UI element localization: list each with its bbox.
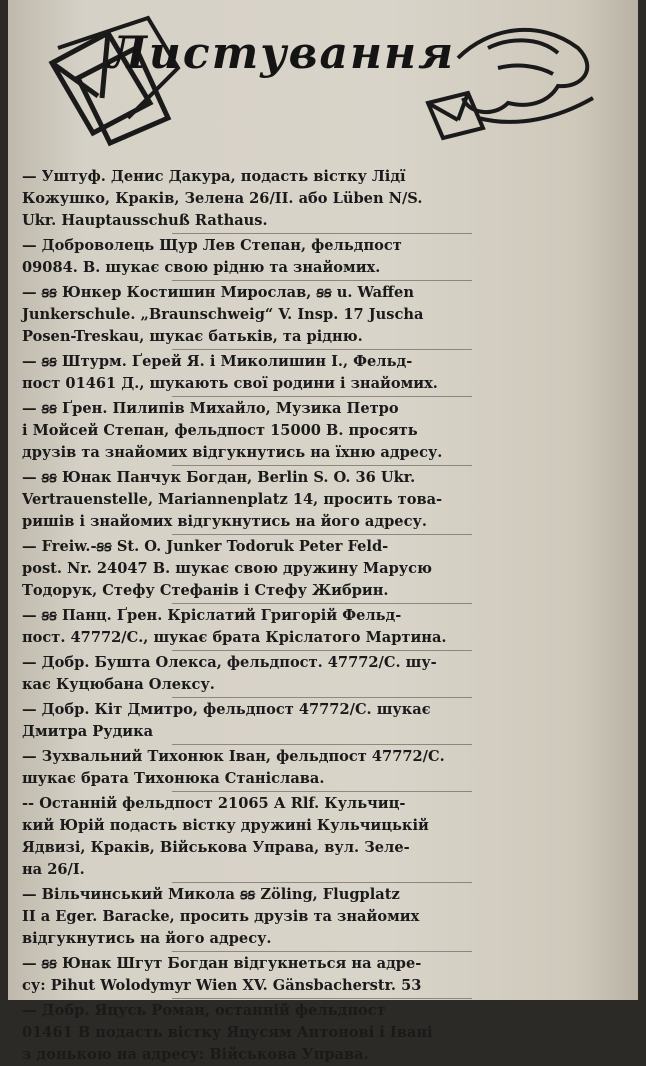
divider: [172, 603, 472, 604]
entry-text: — Доброволець Щур Лев Степан, фельдпост 09084. В. шукає свою рідню та знайомих.: [22, 237, 402, 276]
entry-text: — Добр. Бушта Олекса, фельдпост. 47772/С. шу- кає Куцюбана Олексу.: [22, 654, 437, 693]
entry-6: [22, 467, 622, 533]
entry-text: — ꞩꞩ Юнак Шгут Богдан відгукнеться на адре- су: Pihut Wolodymyr Wien XV. Gänsbacherstr. 53: [22, 955, 422, 994]
entry-text: — Добр. Кіт Дмитро, фельдпост 47772/С. шукає Дмитра Рудика: [22, 701, 431, 740]
entry-text: — ꞩꞩ Юнкер Костишин Мирослав, ꞩꞩ u. Waffen Junkerschule. „Braunschweig“ V. Insp. 17 Juscha Posen-Treskau, шукає батьків, та рідню.: [22, 284, 424, 345]
entry-2: [22, 235, 622, 279]
divider: [172, 791, 472, 792]
divider: [172, 465, 472, 466]
entry-1: [22, 166, 622, 232]
entry-8: [22, 605, 622, 649]
entry-text: — Зухвальний Тихонюк Іван, фельдпост 47772/С. шукає брата Тихонюка Станіслава.: [22, 748, 445, 787]
entry-7: [22, 536, 622, 602]
entry-12: [22, 793, 622, 881]
entry-text: — Freiw.-ꞩꞩ St. O. Junker Todoruk Peter Feld- post. Nr. 24047 В. шукає свою дружину Марусю Тодорук, Стефу Стефанів і Стефу Жибрин.: [22, 538, 432, 599]
entry-5: [22, 398, 622, 464]
entry-15: [22, 1000, 622, 1066]
entries-list: [22, 166, 622, 1066]
divider: [172, 998, 472, 999]
entry-text: — Добр. Яцусь Роман, останній фельдпост 01461 В подасть вістку Яцусям Антонові і Івані з донькою на адресу: Військова Управа.: [22, 1002, 433, 1063]
divider: [172, 882, 472, 883]
entry-text: — ꞩꞩ Ґрен. Пилипів Михайло, Музика Петро і Мойсей Степан, фельдпост 15000 В. просять друзів та знайомих відгукнутись на їхню адресу.: [22, 400, 443, 461]
entry-11: [22, 746, 622, 790]
heading-title: Листування: [108, 28, 456, 79]
divider: [172, 349, 472, 350]
entry-text: — Уштуф. Денис Дакура, подасть вістку Лідї Кожушко, Краків, Зелена 26/II. або Lüben N/S. Ukr. Hauptausschuß Rathaus.: [22, 168, 423, 229]
entry-13: [22, 884, 622, 950]
entry-10: [22, 699, 622, 743]
entry-text: — ꞩꞩ Панц. Ґрен. Кріслатий Григорій Фельд- пост. 47772/С., шукає брата Кріслатого Мартина.: [22, 607, 447, 646]
divider: [172, 534, 472, 535]
divider: [172, 396, 472, 397]
newspaper-page: [8, 0, 638, 1063]
entry-text: — ꞩꞩ Штурм. Ґерей Я. і Миколишин І., Фельд- пост 01461 Д., шукають свої родини і знайомих.: [22, 353, 438, 392]
entry-text: -- Останній фельдпост 21065 А Rlf. Кульчиц- кий Юрій подасть вістку дружині Кульчицькій Ядвизі, Краків, Військова Управа, вул. Зеле- на 26/I.: [22, 795, 429, 878]
entry-9: [22, 652, 622, 696]
divider: [172, 650, 472, 651]
entry-4: [22, 351, 622, 395]
entry-3: [22, 282, 622, 348]
column-heading: [38, 8, 598, 158]
divider: [172, 233, 472, 234]
divider: [172, 951, 472, 952]
divider: [172, 280, 472, 281]
divider: [172, 697, 472, 698]
entry-14: [22, 953, 622, 997]
divider: [172, 744, 472, 745]
entry-text: — Вільчинський Микола ꞩꞩ Zöling, Flugplatz II a Eger. Baracke, просить друзів та знайомих відгукнутись на його адресу.: [22, 886, 420, 947]
entry-text: — ꞩꞩ Юнак Панчук Богдан, Berlin S. O. 36 Ukr. Vertrauenstelle, Mariannenplatz 14, просить това- ришів і знайомих відгукнутись на його адресу.: [22, 469, 443, 530]
